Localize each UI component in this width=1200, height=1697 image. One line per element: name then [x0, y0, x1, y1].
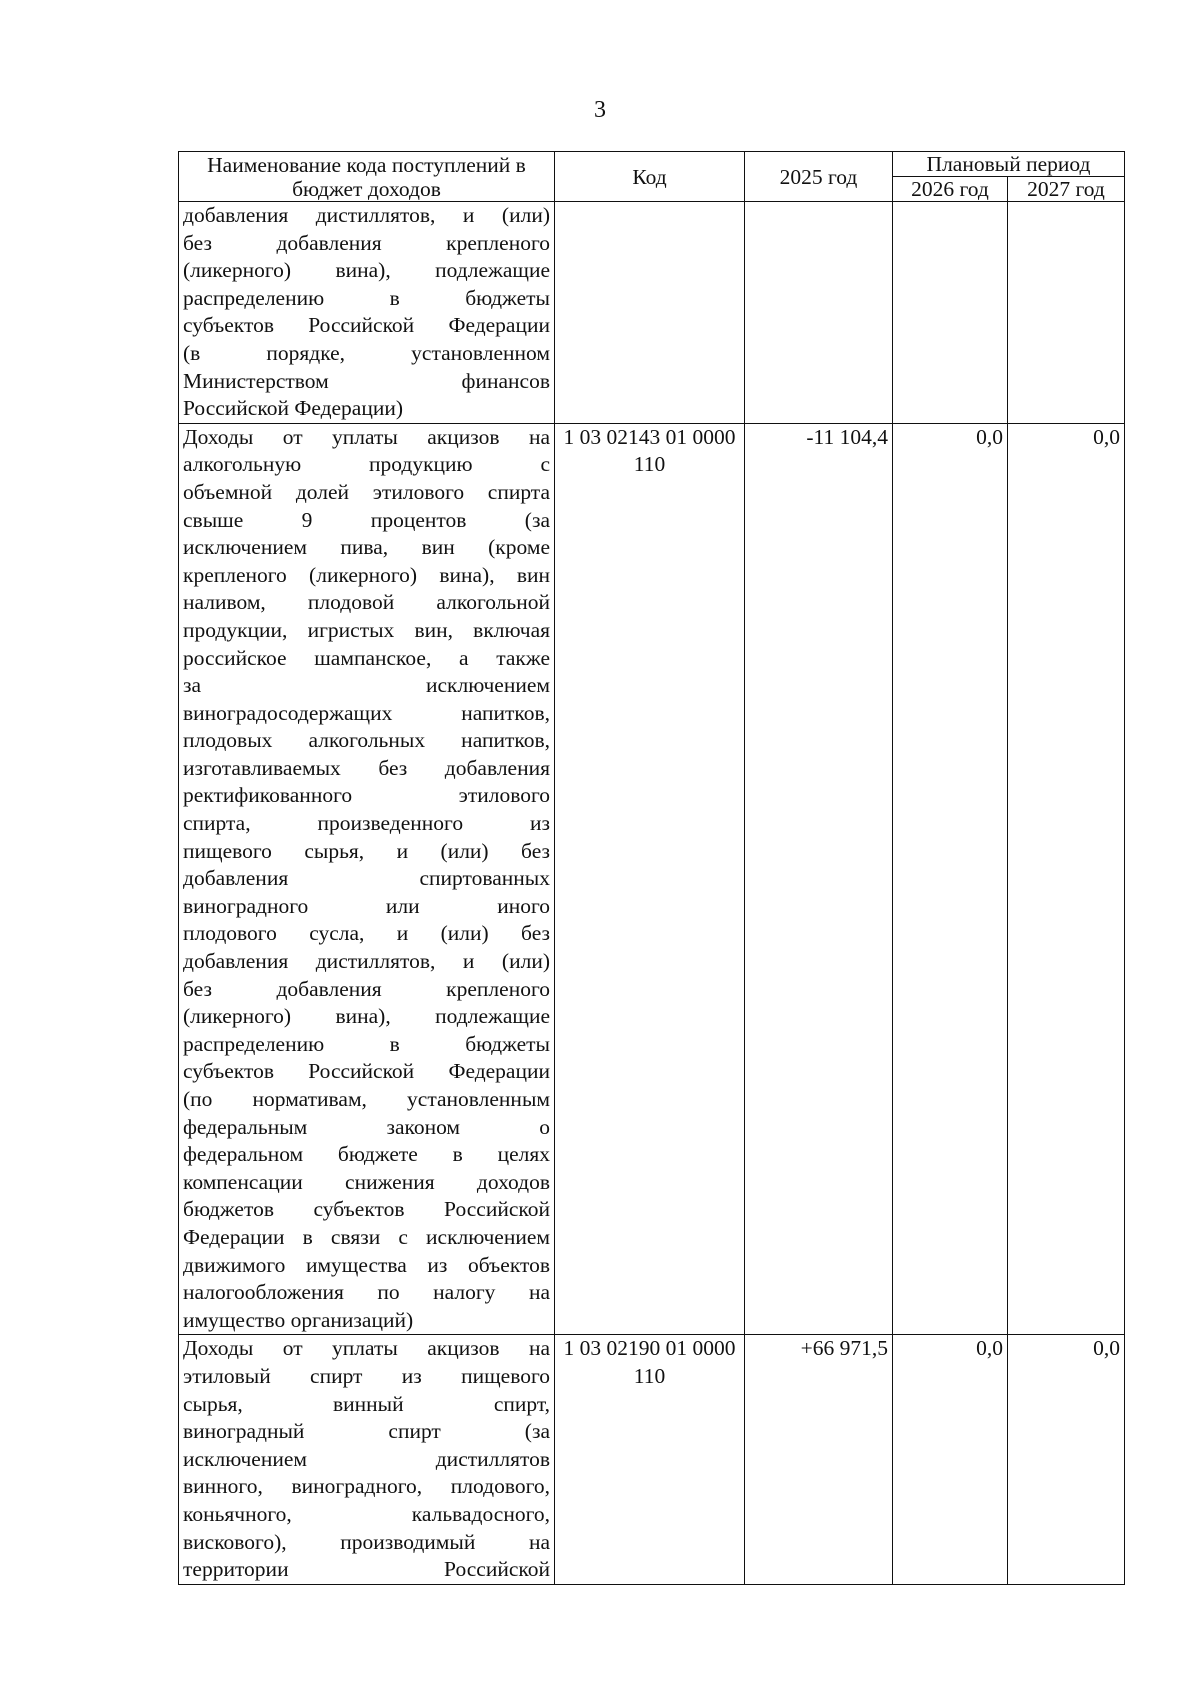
header-2026: 2026 год: [893, 177, 1008, 202]
header-code: Код: [555, 152, 745, 202]
name-line: Доходы от уплаты акцизов на: [183, 424, 550, 449]
name-line: плодовых алкогольных напитков,: [183, 728, 550, 753]
name-line: распределению в бюджеты: [183, 285, 550, 310]
name-line: вискового), производимый на: [183, 1529, 550, 1554]
name-line-last: Российской Федерации): [183, 396, 404, 421]
name-line: исключением пива, вин (кроме: [183, 535, 550, 560]
name-line: компенсации снижения доходов: [183, 1169, 550, 1194]
name-line: федеральном бюджете в целях: [183, 1142, 550, 1167]
header-2025: 2025 год: [745, 152, 893, 202]
name-line: сырья, винный спирт,: [183, 1391, 550, 1416]
name-line: Федерации в связи с исключением: [183, 1224, 550, 1249]
row-code-cell: 1 03 02143 01 0000 110: [555, 423, 745, 1335]
name-line: (по нормативам, установленным: [183, 1087, 550, 1111]
row-2027-cell: 0,0: [1008, 1335, 1125, 1584]
name-line: ректификованного этилового: [183, 783, 550, 808]
row-code-cell: 1 03 02190 01 0000 110: [555, 1335, 745, 1584]
header-name: Наименование кода поступлений в бюджет доходов: [179, 152, 555, 202]
name-line: спирта, произведенного из: [183, 811, 550, 836]
page-number: 3: [594, 97, 606, 123]
name-line: российское шампанское, а также: [183, 645, 550, 670]
row-2026-cell: 0,0: [893, 423, 1008, 1335]
name-line: алкогольную продукцию с: [183, 452, 550, 477]
name-line: коньячного, кальвадосного,: [183, 1501, 550, 1526]
name-line: субъектов Российской Федерации: [183, 1059, 550, 1084]
name-line: крепленого (ликерного) вина), вин: [183, 562, 550, 587]
name-line: пищевого сырья, и (или) без: [183, 838, 550, 863]
row-2027-cell: 0,0: [1008, 423, 1125, 1335]
table-row: [179, 1335, 1125, 1584]
row-2025-cell: [745, 202, 893, 424]
name-line: виноградного или иного: [183, 893, 550, 918]
name-line: винного, виноградного, плодового,: [183, 1474, 550, 1499]
name-line: добавления дистиллятов, и (или): [183, 949, 550, 974]
row-name-cell: [179, 202, 555, 424]
name-line: движимого имущества из объектов: [183, 1252, 550, 1277]
name-line: налогообложения по налогу на: [183, 1280, 550, 1305]
row-2025-cell: -11 104,4: [745, 423, 893, 1335]
name-line: продукции, игристых вин, включая: [183, 617, 550, 642]
name-line: этиловый спирт из пищевого: [183, 1363, 550, 1388]
row-code-cell: [555, 202, 745, 424]
name-line: виноградосодержащих напитков,: [183, 700, 550, 725]
name-line: виноградный спирт (за: [183, 1419, 550, 1444]
name-line: (ликерного) вина), подлежащие: [183, 1004, 550, 1029]
row-2025-cell: +66 971,5: [745, 1335, 893, 1584]
header-row: [179, 152, 1125, 177]
name-line: распределению в бюджеты: [183, 1031, 550, 1056]
name-line: субъектов Российской Федерации: [183, 313, 550, 338]
name-line: за исключением: [183, 673, 550, 698]
name-line: исключением дистиллятов: [183, 1446, 550, 1471]
name-line: (в порядке, установленном: [183, 340, 550, 365]
name-line: Министерством финансов: [183, 368, 550, 393]
header-2027: 2027 год: [1008, 177, 1125, 202]
name-line: без добавления крепленого: [183, 230, 550, 255]
row-2027-cell: [1008, 202, 1125, 424]
table-body: [179, 202, 1125, 1585]
name-line: наливом, плодовой алкогольной: [183, 590, 550, 615]
name-line: федеральным законом о: [183, 1114, 550, 1139]
name-line: добавления дистиллятов, и (или): [183, 203, 550, 227]
name-line: свыше 9 процентов (за: [183, 507, 550, 532]
name-line: без добавления крепленого: [183, 976, 550, 1001]
row-name-cell: [179, 423, 555, 1335]
name-line: объемной долей этилового спирта: [183, 479, 550, 504]
row-2026-cell: [893, 202, 1008, 424]
name-line: (ликерного) вина), подлежащие: [183, 258, 550, 283]
revenue-table: [178, 151, 1125, 1585]
header-planned-period: Плановый период: [893, 152, 1125, 177]
name-line: добавления спиртованных: [183, 866, 550, 891]
row-2026-cell: 0,0: [893, 1335, 1008, 1584]
table-row: [179, 202, 1125, 424]
name-line: территории Российской: [183, 1557, 550, 1582]
row-name-cell: [179, 1335, 555, 1584]
name-line: изготавливаемых без добавления: [183, 755, 550, 780]
name-line: Доходы от уплаты акцизов на: [183, 1336, 550, 1361]
name-line-last: имущество организаций): [183, 1307, 414, 1332]
name-line: плодового сусла, и (или) без: [183, 921, 550, 946]
name-line: бюджетов субъектов Российской: [183, 1197, 550, 1222]
table-row: [179, 423, 1125, 1335]
